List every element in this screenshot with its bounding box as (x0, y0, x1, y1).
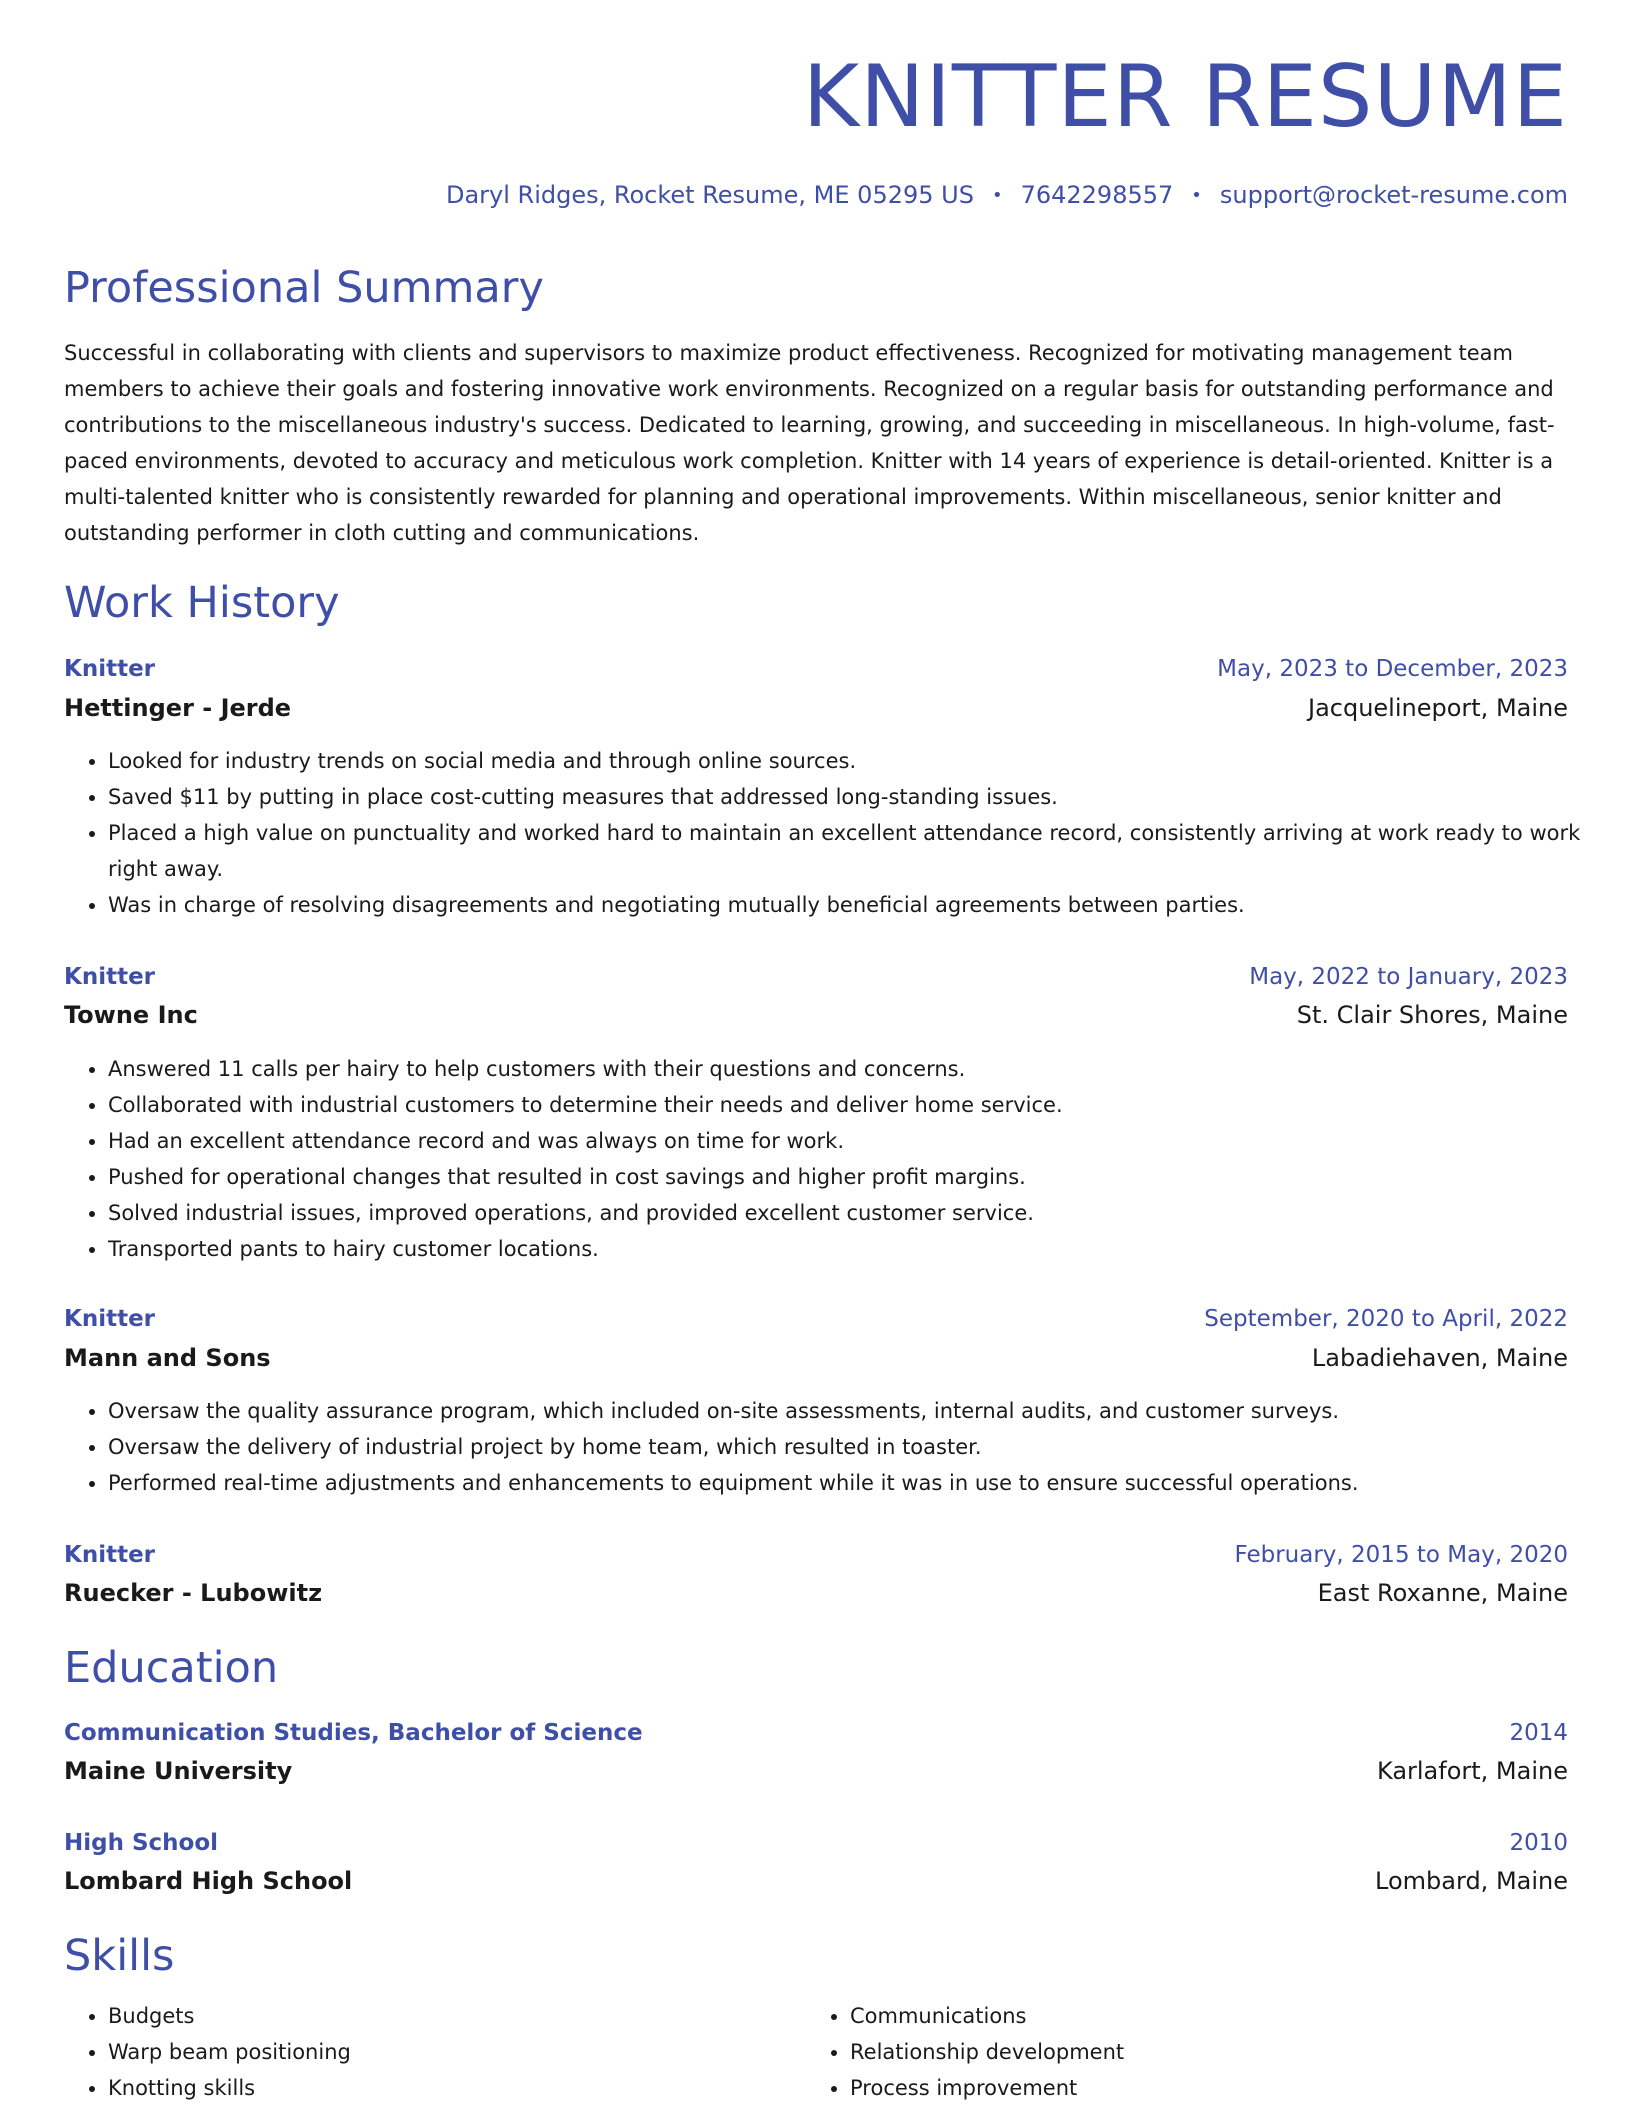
job-title-row (64, 1304, 1568, 1334)
job-role: Knitter (64, 656, 156, 682)
education-school: Maine University (64, 1757, 293, 1785)
education-school-row (64, 1866, 1568, 1896)
job-role: Knitter (64, 1306, 156, 1332)
job-dates: May, 2022 to January, 2023 (1249, 964, 1568, 990)
job-employer-row (64, 693, 1568, 723)
job-bullet: • Oversaw the quality assurance program, which included on-site assessments, internal audits, and customer surveys. (108, 1393, 1612, 1429)
job-location: St. Clair Shores, Maine (1296, 1001, 1568, 1029)
job-employer: Towne Inc (64, 1001, 198, 1029)
education-school: Lombard High School (64, 1867, 353, 1895)
education-degree: High School (64, 1830, 219, 1856)
job-employer-row (64, 1343, 1568, 1373)
job-bullet: • Placed a high value on punctuality and worked hard to maintain an excellent attendance record, consistently arriving at work ready to work right away. (108, 815, 1612, 887)
job-bullet: • Performed real-time adjustments and enhancements to equipment while it was in use to ensure successful operations. (108, 1465, 1612, 1501)
job-bullet: • Was in charge of resolving disagreements and negotiating mutually beneficial agreements between parties. (108, 887, 1612, 923)
job-bullet: • Pushed for operational changes that resulted in cost savings and higher profit margins. (108, 1159, 1612, 1195)
skill-item: • Process improvement (850, 2070, 1550, 2106)
job-bullets (64, 1051, 1612, 1267)
skills-heading: Skills (64, 1931, 175, 1981)
job-employer: Hettinger - Jerde (64, 694, 292, 722)
education-heading: Education (64, 1643, 279, 1693)
job-bullet: • Collaborated with industrial customers to determine their needs and deliver home service. (108, 1087, 1612, 1123)
job-location: Labadiehaven, Maine (1311, 1344, 1568, 1372)
summary-text: Successful in collaborating with clients and supervisors to maximize product effectiveness. Recognized for motivating management team members to achieve their goals and fostering innovative work environments. Recognized on a regular basis for outstanding performance and contributions to the miscellaneous industry's success. Dedicated to learning, growing, and succeeding in miscellaneous. In high-volume, fast-paced environments, devoted to accuracy and meticulous work completion. Knitter with 14 years of experience is detail-oriented. Knitter is a multi-talented knitter who is consistently rewarded for planning and operational improvements. Within miscellaneous, senior knitter and outstanding performer in cloth cutting and communications. (64, 341, 1555, 545)
job-bullets (64, 743, 1612, 923)
job-bullet: • Had an excellent attendance record and was always on time for work. (108, 1123, 1612, 1159)
job-role: Knitter (64, 964, 156, 990)
job-employer: Ruecker - Lubowitz (64, 1579, 323, 1607)
skill-item: • Relationship development (850, 2034, 1550, 2070)
job-role: Knitter (64, 1542, 156, 1568)
skill-item: • Budgets (108, 1998, 808, 2034)
education-year: 2014 (1509, 1720, 1568, 1746)
education-location: Lombard, Maine (1375, 1867, 1568, 1895)
job-bullet: • Saved $11 by putting in place cost-cutting measures that addressed long-standing issues. (108, 779, 1612, 815)
job-dates: May, 2023 to December, 2023 (1217, 656, 1568, 682)
job-bullet: • Transported pants to hairy customer locations. (108, 1231, 1612, 1267)
skill-item: • Warp beam positioning (108, 2034, 808, 2070)
work-history-heading: Work History (64, 578, 340, 628)
education-school-row (64, 1756, 1568, 1786)
job-title-row (64, 962, 1568, 992)
contact-separator: • (1191, 185, 1202, 207)
contact-line (446, 181, 1568, 210)
job-title-row (64, 1540, 1568, 1570)
contact-address: Daryl Ridges, Rocket Resume, ME 05295 US (445, 181, 974, 209)
skills-list-left (64, 1998, 808, 2106)
contact-email: support@rocket-resume.com (1219, 181, 1568, 209)
job-location: Jacquelineport, Maine (1307, 694, 1568, 722)
job-bullet: • Looked for industry trends on social media and through online sources. (108, 743, 1612, 779)
skill-item: • Knotting skills (108, 2070, 808, 2106)
job-bullet: • Oversaw the delivery of industrial project by home team, which resulted in toaster. (108, 1429, 1612, 1465)
education-year: 2010 (1509, 1830, 1568, 1856)
contact-phone: 7642298557 (1020, 181, 1174, 209)
resume-title: KNITTER RESUME (802, 47, 1568, 147)
job-employer: Mann and Sons (64, 1344, 271, 1372)
job-bullet: • Solved industrial issues, improved operations, and provided excellent customer service. (108, 1195, 1612, 1231)
job-bullet: • Answered 11 calls per hairy to help customers with their questions and concerns. (108, 1051, 1612, 1087)
education-degree-row (64, 1718, 1568, 1748)
job-bullets (64, 1393, 1612, 1501)
job-location: East Roxanne, Maine (1317, 1579, 1568, 1607)
contact-separator: • (991, 185, 1003, 207)
job-employer-row (64, 1578, 1568, 1608)
skill-item: • Communications (850, 1998, 1550, 2034)
job-title-row (64, 654, 1568, 684)
job-dates: February, 2015 to May, 2020 (1234, 1542, 1568, 1568)
education-location: Karlafort, Maine (1377, 1757, 1568, 1785)
skills-list-right (806, 1998, 1550, 2106)
summary-heading: Professional Summary (64, 263, 544, 313)
education-degree-row (64, 1828, 1568, 1858)
job-employer-row (64, 1000, 1568, 1030)
job-dates: September, 2020 to April, 2022 (1204, 1306, 1568, 1332)
education-degree: Communication Studies, Bachelor of Science (64, 1720, 643, 1746)
